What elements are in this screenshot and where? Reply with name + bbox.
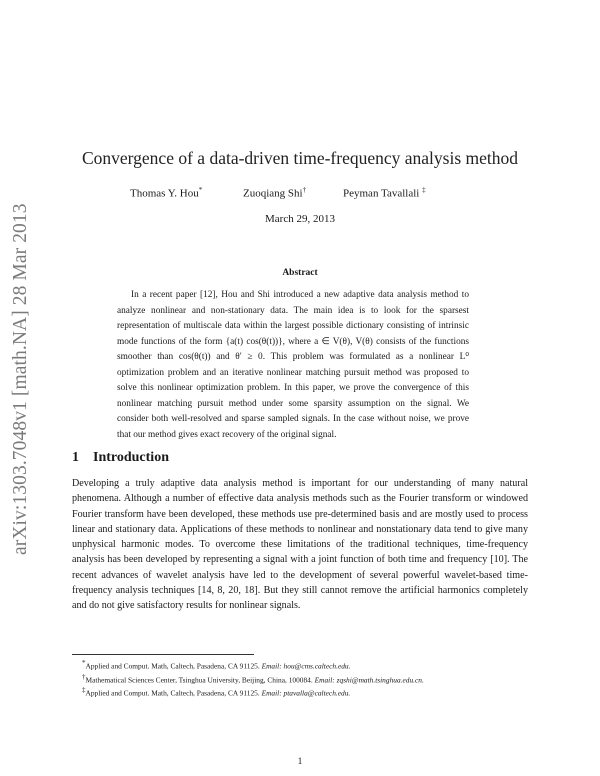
page-number: 1 [297,757,303,767]
author-mark: * [198,186,203,194]
footnote-2: †Mathematical Sciences Center, Tsinghua University, Beijing, China, 100084. Email: zqshi@math.tsinghua.edu.cn. [82,672,424,685]
footnote-rule [72,654,254,655]
paper-date: March 29, 2013 [265,213,335,225]
abstract-text: In a recent paper [12], Hou and Shi introduced a new adaptive data analysis method to analyze nonlinear and non-stationary data. The main idea is to look for the sparsest representation of multiscale data within the largest possible dictionary consisting of intrinsic mode functions of the form {a(t) cos(θ(t))}, where a ∈ V(θ), V(θ) consists of the functions smoother than cos(θ(t)) and θ′ ≥ 0. This problem was formulated as a nonlinear L⁰ optimization problem and an iterative nonlinear matching pursuit method was proposed to solve this nonlinear optimization problem. In this paper, we prove the convergence of this nonlinear matching pursuit method under some sparsity assumption on the signal. We consider both well-resolved and sparse sampled signals. In the case without noise, we prove that our method gives exact recovery of the original signal. [117,290,469,440]
author-2 [243,186,306,200]
author-3 [343,186,426,200]
author-name: Zuoqiang Shi [243,187,303,200]
footnote-1: *Applied and Comput. Math, Caltech, Pasadena, CA 91125. Email: hou@cms.caltech.edu. [82,659,351,671]
section-heading [72,450,169,466]
author-mark: † [302,186,307,194]
author-mark: ‡ [422,186,426,194]
author-1 [130,186,202,200]
section-title: Introduction [93,450,169,465]
introduction-paragraph: Developing a truly adaptive data analysis method is important for our understanding of many natural phenomena. Although a number of effective data analysis methods such as the Fourier transform or windowed Fourier transform have been developed, these methods use pre-determined basis and are mostly used to process linear and stationary data. Applications of these methods to nonlinear and nonstationary data tend to give many unphysical harmonic modes. To overcome these limitations of the traditional techniques, time-frequency analysis has been developed by representing a signal with a joint function of both time and frequency [10]. The recent advances of wavelet analysis have led to the development of several powerful wavelet-based time-frequency analysis techniques [14, 8, 20, 18]. But they still cannot remove the artificial harmonics completely and do not give satisfactory results for nonlinear signals. [72,478,528,612]
abstract-heading: Abstract [282,268,318,278]
section-number: 1 [72,450,79,465]
author-name: Peyman Tavallali [343,187,420,200]
arxiv-identifier-stamp: arXiv:1303.7048v1 [math.NA] 28 Mar 2013 [10,203,31,555]
paper-title: Convergence of a data-driven time-frequency analysis method [81,148,519,168]
footnote-3: ‡Applied and Comput. Math, Caltech, Pasadena, CA 91125. Email: ptavalla@caltech.edu. [82,686,351,698]
footnotes [72,658,528,699]
author-name: Thomas Y. Hou [130,187,199,200]
